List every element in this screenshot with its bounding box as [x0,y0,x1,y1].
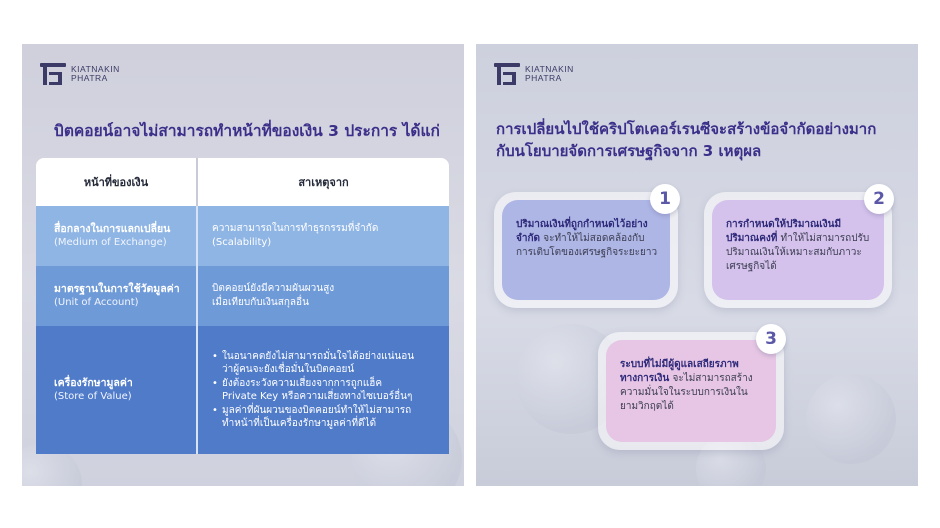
bullet-line: • มูลค่าที่ผันผวนของบิตคอยน์ทำให้ไม่สามารถ [222,404,412,416]
reason-card-rest: จะทำให้ไม่สอดคล้องกับการเติบโตของเศรษฐกิจระยะยาว [516,233,658,258]
left-infographic-panel [22,44,464,486]
bullet-line: • ในอนาคตยังไม่สามารถมั่นใจได้อย่างแน่นอน [222,350,415,362]
reason-card-1 [494,189,678,308]
number-badge-1: 1 [650,184,680,214]
reason-card-text [726,218,872,274]
bullet-line: Private Key หรือความเสี่ยงทางไซเบอร์อื่นๆ [222,391,413,402]
number-badge-2: 2 [864,184,894,214]
left-title: บิตคอยน์อาจไม่สามารถทำหน้าที่ของเงิน 3 ประการ ได้แก่ [54,122,440,140]
table-row [36,206,449,266]
number-badge-3: 3 [756,324,786,354]
kiatnakin-logo-icon [494,63,520,85]
logo-line-1: KIATNAKIN [525,64,574,74]
reason-card-text [516,218,658,260]
function-name: มาตรฐานในการใช้วัดมูลค่า [54,283,180,295]
reason-line: (Scalability) [212,237,272,248]
header-function: หน้าที่ของเงิน [83,176,149,189]
money-functions-table [36,158,449,454]
function-sub: (Unit of Account) [54,297,139,308]
reason-cell [196,266,449,326]
reason-card-bold: ระบบที่ไม่มีผู้ดูแลเสถียรภาพทางการเงิน [620,359,739,384]
right-title-line-1: การเปลี่ยนไปใช้คริปโตเคอร์เรนซีจะสร้างข้อจำกัดอย่างมาก [496,120,877,138]
bullet-item [212,404,439,431]
table-row [36,266,449,326]
header-reason: สาเหตุจาก [196,158,449,206]
right-infographic-panel [476,44,918,486]
logo-line-2: PHATRA [525,73,562,83]
reason-cell [196,206,449,266]
reason-line: ความสามารถในการทำธุรกรรมที่จำกัด [212,223,379,234]
kiatnakin-logo [40,63,120,85]
kiatnakin-logo-icon [40,63,66,85]
logo-line-1: KIATNAKIN [71,64,120,74]
bullet-item [212,377,439,404]
reason-card-body [712,200,884,300]
decorative-coin [806,374,896,464]
reason-card-bold: ปริมาณเงินที่ถูกกำหนดไว้อย่างจำกัด [516,219,648,244]
bullet-line: • ยังต้องระวังความเสี่ยงจากการถูกแฮ็ค [222,377,383,389]
reason-card-bold: การกำหนดให้ปริมาณเงินมีปริมาณคงที่ [726,219,842,244]
function-cell [36,326,196,454]
right-title-line-2: กับนโยบายจัดการเศรษฐกิจจาก 3 เหตุผล [496,142,762,160]
reason-card-rest: จะไม่สามารถสร้างความมั่นใจในระบบการเงินในยามวิกฤตได้ [620,373,753,412]
reason-line: เมื่อเทียบกับเงินสกุลอื่น [212,297,309,308]
function-sub: (Medium of Exchange) [54,237,167,248]
reason-card-body [606,340,776,442]
function-cell [36,266,196,326]
logo-line-2: PHATRA [71,73,108,83]
reason-bullets [212,350,439,431]
reason-card-rest: ทำให้ไม่สามารถปรับปริมาณเงินให้เหมาะสมกับภาวะเศรษฐกิจได้ [726,233,870,272]
kiatnakin-logo [494,63,574,85]
function-sub: (Store of Value) [54,391,132,402]
bullet-line: ว่าผู้คนจะยังเชื่อมั่นในบิตคอยน์ [222,364,355,375]
function-cell [36,206,196,266]
bullet-line: ทำหน้าที่เป็นเครื่องรักษามูลค่าที่ดีได้ [222,418,377,429]
function-name: สื่อกลางในการแลกเปลี่ยน [54,223,171,235]
right-title [496,118,911,162]
reason-line: บิตคอยน์ยังมีความผันผวนสูง [212,283,335,294]
function-name: เครื่องรักษามูลค่า [54,377,133,389]
logo-text [525,65,574,83]
reason-card-3 [598,329,784,450]
bullet-item [212,350,439,377]
table-header [36,158,449,206]
reason-card-text [620,358,764,414]
reason-card-2 [704,189,892,308]
reason-card-body [502,200,670,300]
logo-text [71,65,120,83]
reason-cell [196,326,449,454]
table-row [36,326,449,454]
